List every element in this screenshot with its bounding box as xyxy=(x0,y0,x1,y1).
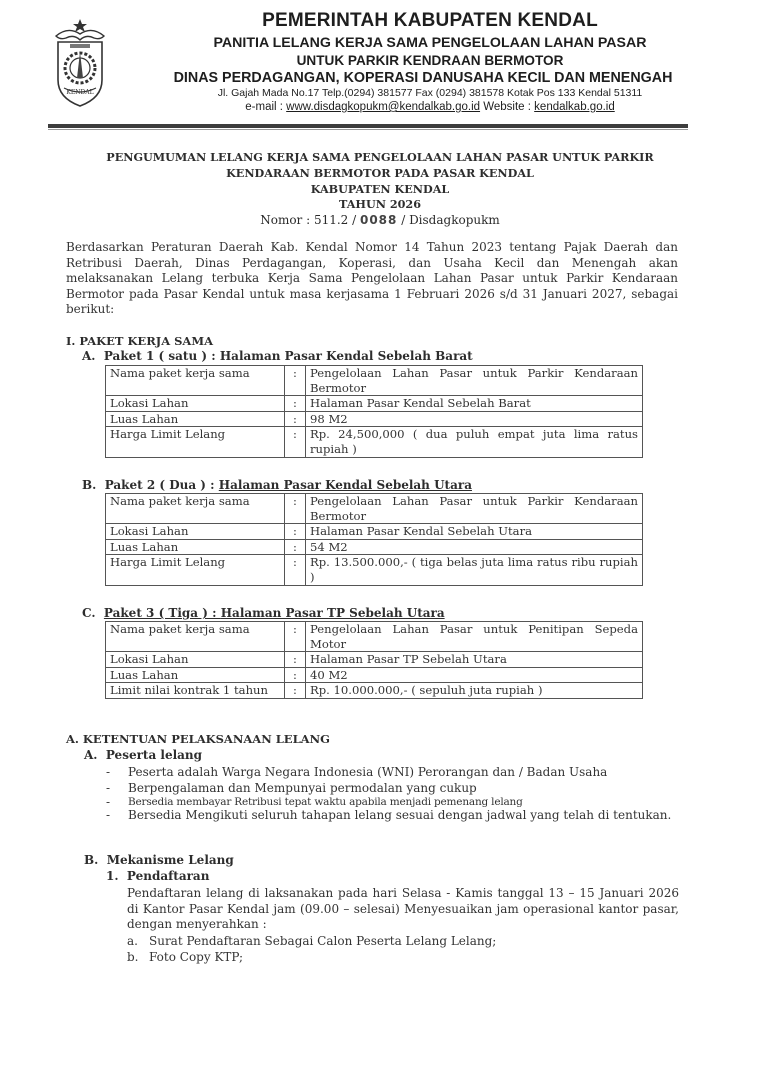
table-row xyxy=(106,683,643,699)
row-separator: : xyxy=(285,411,306,427)
row-value: Rp. 24,500,000 ( dua puluh empat juta lima ratus rupiah ) xyxy=(306,427,643,457)
row-key: Nama paket kerja sama xyxy=(106,622,285,652)
package-title-prefix: Paket 3 ( Tiga ) : xyxy=(103,606,221,620)
list-item xyxy=(106,765,678,781)
step-title: Pendaftaran xyxy=(126,869,210,883)
table-row xyxy=(106,539,643,555)
letterhead xyxy=(0,0,765,130)
kendal-regency-emblem-icon xyxy=(50,18,110,110)
row-key: Lokasi Lahan xyxy=(106,652,285,668)
table-row xyxy=(106,427,643,457)
nomor-prefix: Nomor : 511.2 / xyxy=(260,213,360,227)
row-value: Pengelolaan Lahan Pasar untuk Penitipan Sepeda Motor xyxy=(306,622,643,652)
row-value: 98 M2 xyxy=(306,411,643,427)
table-row xyxy=(106,524,643,540)
list-item-label: a. xyxy=(127,934,138,948)
list-item-text: Bersedia membayar Retribusi tepat waktu apabila menjadi pemenang lelang xyxy=(128,797,523,808)
subsection-title: Mekanisme Lelang xyxy=(106,853,234,867)
row-separator: : xyxy=(285,396,306,412)
email-link[interactable]: www.disdagkopukm@kendalkab.go.id xyxy=(286,101,481,113)
row-separator: : xyxy=(285,366,306,396)
pendaftaran-paragraph: Pendaftaran lelang di laksanakan pada hari Selasa - Kamis tanggal 13 – 15 Januari 2026 di Kantor Pasar Kendal jam (09.00 – selesai) Menyesuaikan jam operasional kantor pasar, dengan menyerahkan : xyxy=(127,886,679,931)
package-title-prefix: Paket 1 ( satu ) : xyxy=(103,349,220,363)
package-2-table xyxy=(105,493,643,586)
letterhead-department: DINAS PERDAGANGAN, KOPERASI DANUSAHA KECIL DAN MENENGAH xyxy=(173,70,673,86)
row-key: Luas Lahan xyxy=(106,667,285,683)
row-value: Halaman Pasar Kendal Sebelah Utara xyxy=(306,524,643,540)
list-item-label: b. xyxy=(127,950,139,964)
subsection-label: A. xyxy=(84,748,98,762)
handwritten-number: 0088 xyxy=(359,213,398,227)
row-key: Harga Limit Lelang xyxy=(106,555,285,585)
announcement-title-year: TAHUN 2026 xyxy=(339,197,421,211)
row-value: Rp. 10.000.000,- ( sepuluh juta rupiah ) xyxy=(306,683,643,699)
row-key: Lokasi Lahan xyxy=(106,524,285,540)
row-value: Halaman Pasar TP Sebelah Utara xyxy=(306,652,643,668)
row-key: Nama paket kerja sama xyxy=(106,366,285,396)
row-value: 54 M2 xyxy=(306,539,643,555)
table-row xyxy=(106,652,643,668)
table-row xyxy=(106,396,643,412)
email-label: e-mail : xyxy=(245,101,287,113)
section-ketentuan-heading: A. KETENTUAN PELAKSANAAN LELANG xyxy=(66,732,330,746)
package-3-table xyxy=(105,621,643,699)
package-title-prefix: Paket 2 ( Dua ) : xyxy=(104,478,219,492)
table-row xyxy=(106,555,643,585)
letterhead-divider-thin xyxy=(48,129,688,130)
subsection-label: B. xyxy=(84,853,99,867)
step-label: 1. xyxy=(106,869,119,883)
list-item xyxy=(127,950,679,966)
row-key: Harga Limit Lelang xyxy=(106,427,285,457)
bullet-dash: - xyxy=(106,808,111,822)
section-paket-heading: I. PAKET KERJA SAMA xyxy=(66,334,214,348)
letterhead-divider xyxy=(48,124,688,128)
list-item xyxy=(106,808,678,840)
package-title-main: Halaman Pasar Kendal Sebelah Barat xyxy=(219,349,473,363)
announcement-title-line3: KABUPATEN KENDAL xyxy=(310,182,450,196)
list-item-text: Berpengalaman dan Mempunyai permodalan yang cukup xyxy=(128,781,477,795)
package-title-main: Halaman Pasar TP Sebelah Utara xyxy=(220,606,445,620)
table-row xyxy=(106,366,643,396)
mekanisme-heading xyxy=(84,853,234,867)
package-label: B. xyxy=(82,478,97,492)
row-key: Luas Lahan xyxy=(106,539,285,555)
row-separator: : xyxy=(285,524,306,540)
row-value: Pengelolaan Lahan Pasar untuk Parkir Kendaraan Bermotor xyxy=(306,366,643,396)
row-value: 40 M2 xyxy=(306,667,643,683)
announcement-title-line2: KENDARAAN BERMOTOR PADA PASAR KENDAL xyxy=(226,166,534,180)
website-label: Website : xyxy=(480,101,535,113)
bullet-dash: - xyxy=(106,797,110,809)
bullet-dash: - xyxy=(106,781,111,795)
package-title-main: Halaman Pasar Kendal Sebelah Utara xyxy=(218,478,472,492)
letterhead-government: PEMERINTAH KABUPATEN KENDAL xyxy=(262,10,598,31)
package-3-title xyxy=(82,606,445,620)
list-item-text: Peserta adalah Warga Negara Indonesia (WNI) Perorangan dan / Badan Usaha xyxy=(128,765,608,779)
row-value: Halaman Pasar Kendal Sebelah Barat xyxy=(306,396,643,412)
row-key: Luas Lahan xyxy=(106,411,285,427)
package-label: C. xyxy=(82,606,96,620)
row-separator: : xyxy=(285,683,306,699)
list-item-text: Surat Pendaftaran Sebagai Calon Peserta Lelang Lelang; xyxy=(149,934,497,948)
package-1-title xyxy=(82,349,473,363)
letterhead-contact xyxy=(150,101,710,113)
bullet-dash: - xyxy=(106,765,111,779)
website-link[interactable]: kendalkab.go.id xyxy=(534,101,615,113)
table-row xyxy=(106,667,643,683)
letterhead-purpose: UNTUK PARKIR KENDRAAN BERMOTOR xyxy=(296,53,564,68)
row-key: Lokasi Lahan xyxy=(106,396,285,412)
row-separator: : xyxy=(285,539,306,555)
row-value: Rp. 13.500.000,- ( tiga belas juta lima ratus ribu rupiah ) xyxy=(306,555,643,585)
row-separator: : xyxy=(285,494,306,524)
svg-text:KENDAL: KENDAL xyxy=(66,89,94,96)
package-1-table xyxy=(105,365,643,458)
package-label: A. xyxy=(82,349,96,363)
row-key: Limit nilai kontrak 1 tahun xyxy=(106,683,285,699)
peserta-heading xyxy=(84,748,202,762)
nomor-suffix: / Disdagkopukm xyxy=(397,213,500,227)
row-separator: : xyxy=(285,652,306,668)
letterhead-address: Jl. Gajah Mada No.17 Telp.(0294) 381577 Fax (0294) 381578 Kotak Pos 133 Kendal 51311 xyxy=(217,87,643,99)
list-item-text: Bersedia Mengikuti seluruh tahapan lelang sesuai dengan jadwal yang telah di tentukan. xyxy=(128,808,672,822)
table-row xyxy=(106,411,643,427)
package-2-title xyxy=(82,478,472,492)
row-key: Nama paket kerja sama xyxy=(106,494,285,524)
row-value: Pengelolaan Lahan Pasar untuk Parkir Kendaraan Bermotor xyxy=(306,494,643,524)
announcement-title-line1: PENGUMUMAN LELANG KERJA SAMA PENGELOLAAN LAHAN PASAR UNTUK PARKIR xyxy=(106,150,654,164)
row-separator: : xyxy=(285,622,306,652)
table-row xyxy=(106,494,643,524)
pendaftaran-heading xyxy=(106,869,209,883)
subsection-title: Peserta lelang xyxy=(105,748,203,762)
intro-paragraph: Berdasarkan Peraturan Daerah Kab. Kendal Nomor 14 Tahun 2023 tentang Pajak Daerah dan Retribusi Daerah, Dinas Perdagangan, Koperasi, dan Usaha Kecil dan Menengah akan melaksanakan Lelang terbuka Kerja Sama Pengelolaan Lahan Pasar untuk Parkir Kendaraan Bermotor pada Pasar Kendal untuk masa kerjasama 1 Februari 2026 s/d 31 Januari 2027, sebagai berikut: xyxy=(66,240,678,317)
letterhead-committee: PANITIA LELANG KERJA SAMA PENGELOLAAN LAHAN PASAR xyxy=(213,35,647,51)
row-separator: : xyxy=(285,427,306,457)
list-item xyxy=(127,934,679,950)
document-number xyxy=(60,213,700,227)
list-item-text: Foto Copy KTP; xyxy=(149,950,244,964)
table-row xyxy=(106,622,643,652)
list-item xyxy=(106,781,678,797)
row-separator: : xyxy=(285,555,306,585)
row-separator: : xyxy=(285,667,306,683)
